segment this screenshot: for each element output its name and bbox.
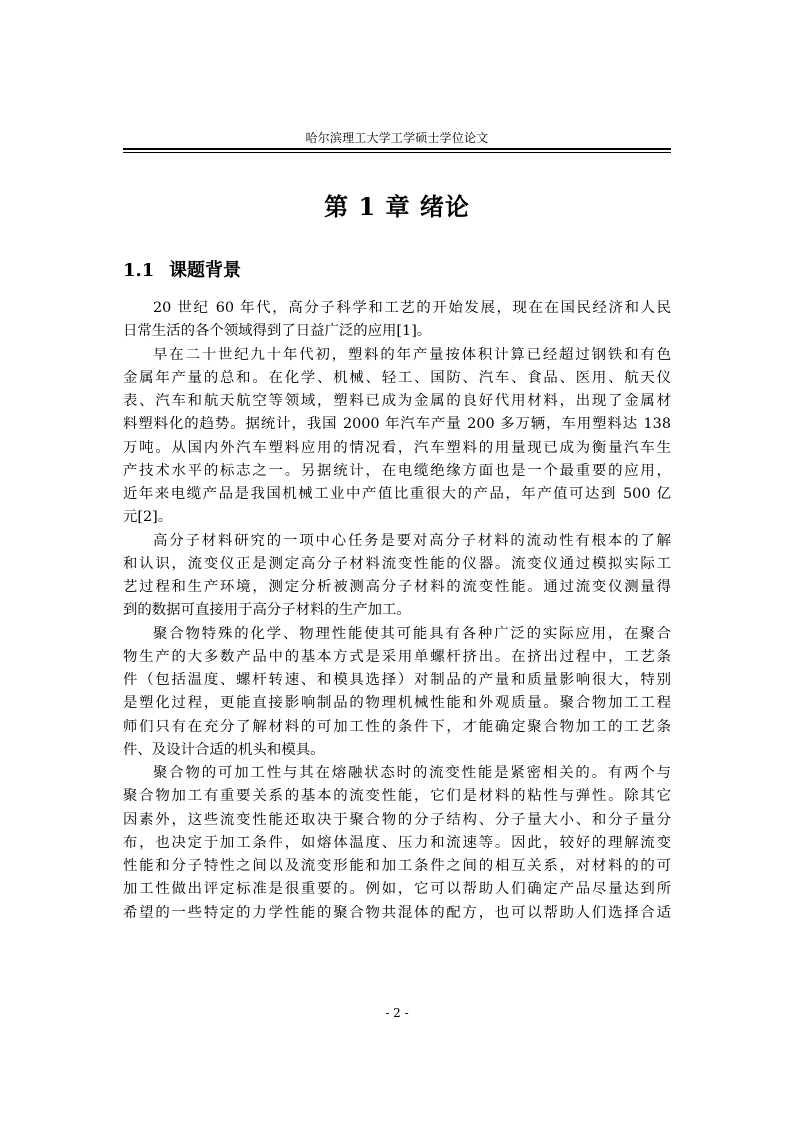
body-line: 艺过程和生产环境，测定分析被测高分子材料的流变性能。通过流变仪测量得 [123, 579, 671, 595]
body-line: 20 世纪 60 年代，高分子科学和工艺的开始发展，现在在国民经济和人民 [153, 300, 671, 316]
body-line: 料塑料化的趋势。据统计，我国 2000 年汽车产量 200 多万辆，车用塑料达 138 [123, 416, 671, 433]
body-line: 万吨。从国内外汽车塑料应用的情况看，汽车塑料的用量现已成为衡量汽车生 [123, 439, 671, 456]
body-text [123, 297, 671, 925]
body-line: 产技术水平的标志之一。另据统计，在电缆绝缘方面也是一个最重要的应用， [123, 462, 671, 479]
body-line: 金属年产量的总和。在化学、机械、轻工、国防、汽车、食品、医用、航天仪 [123, 369, 671, 386]
body-line: 元[2]。 [123, 509, 173, 526]
chapter-title: 第 1 章 绪论 [324, 192, 470, 221]
body-line: 加工性做出评定标准是很重要的。例如，它可以帮助人们确定产品尽量达到所 [123, 881, 671, 898]
body-line: 因素外，这些流变性能还取决于聚合物的分子结构、分子量大小、和分子量分 [123, 811, 671, 828]
body-line: 布，也决定于加工条件，如熔体温度、压力和流速等。因此，较好的理解流变 [123, 834, 671, 851]
body-line: 件（包括温度、螺杆转速、和模具选择）对制品的产量和质量影响很大，特别 [123, 672, 671, 688]
body-line: 物生产的大多数产品中的基本方式是采用单螺杆挤出。在挤出过程中，工艺条 [123, 648, 671, 665]
page-header-title: 哈尔滨理工大学工学硕士学位论文 [305, 131, 489, 145]
body-line: 聚合物的可加工性与其在熔融状态时的流变性能是紧密相关的。有两个与 [153, 765, 671, 781]
body-line: 聚合物加工有重要关系的基本的流变性能，它们是材料的粘性与弹性。除其它 [123, 788, 671, 805]
body-line: 到的数据可直接用于高分子材料的生产加工。 [123, 602, 411, 619]
section-heading [123, 258, 241, 284]
body-line: 早在二十世纪九十年代初，塑料的年产量按体积计算已经超过钢铁和有色 [153, 346, 671, 363]
body-line: 高分子材料研究的一项中心任务是要对高分子材料的流动性有根本的了解 [153, 532, 671, 549]
body-line: 聚合物特殊的化学、物理性能使其可能具有各种广泛的实际应用，在聚合 [153, 625, 671, 642]
body-line: 和认识，流变仪正是测定高分子材料流变性能的仪器。流变仪通过模拟实际工 [123, 555, 671, 572]
body-line: 性能和分子特性之间以及流变形能和加工条件之间的相互关系，对材料的的可 [123, 858, 671, 874]
body-line: 日常生活的各个领域得到了日益广泛的应用[1]。 [123, 323, 432, 340]
body-line: 希望的一些特定的力学性能的聚合物共混体的配方，也可以帮助人们选择合适 [123, 904, 671, 921]
header-rule-thick [123, 148, 671, 150]
body-line: 件、及设计合适的机头和模具。 [123, 741, 325, 758]
body-line: 表、汽车和航天航空等领域，塑料已成为金属的良好代用材料，出现了金属材 [123, 393, 671, 409]
header-rule-thin [123, 152, 671, 153]
body-line: 是塑化过程，更能直接影响制品的物理机械性能和外观质量。聚合物加工工程 [123, 695, 671, 712]
body-line: 师们只有在充分了解材料的可加工性的条件下，才能确定聚合物加工的工艺条 [123, 718, 671, 735]
section-title: 课题背景 [169, 260, 241, 281]
page-number: - 2 - [385, 1006, 409, 1020]
section-number: 1.1 [123, 260, 155, 281]
body-line: 近年来电缆产品是我国机械工业中产值比重很大的产品，年产值可达到 500 亿 [123, 486, 671, 502]
